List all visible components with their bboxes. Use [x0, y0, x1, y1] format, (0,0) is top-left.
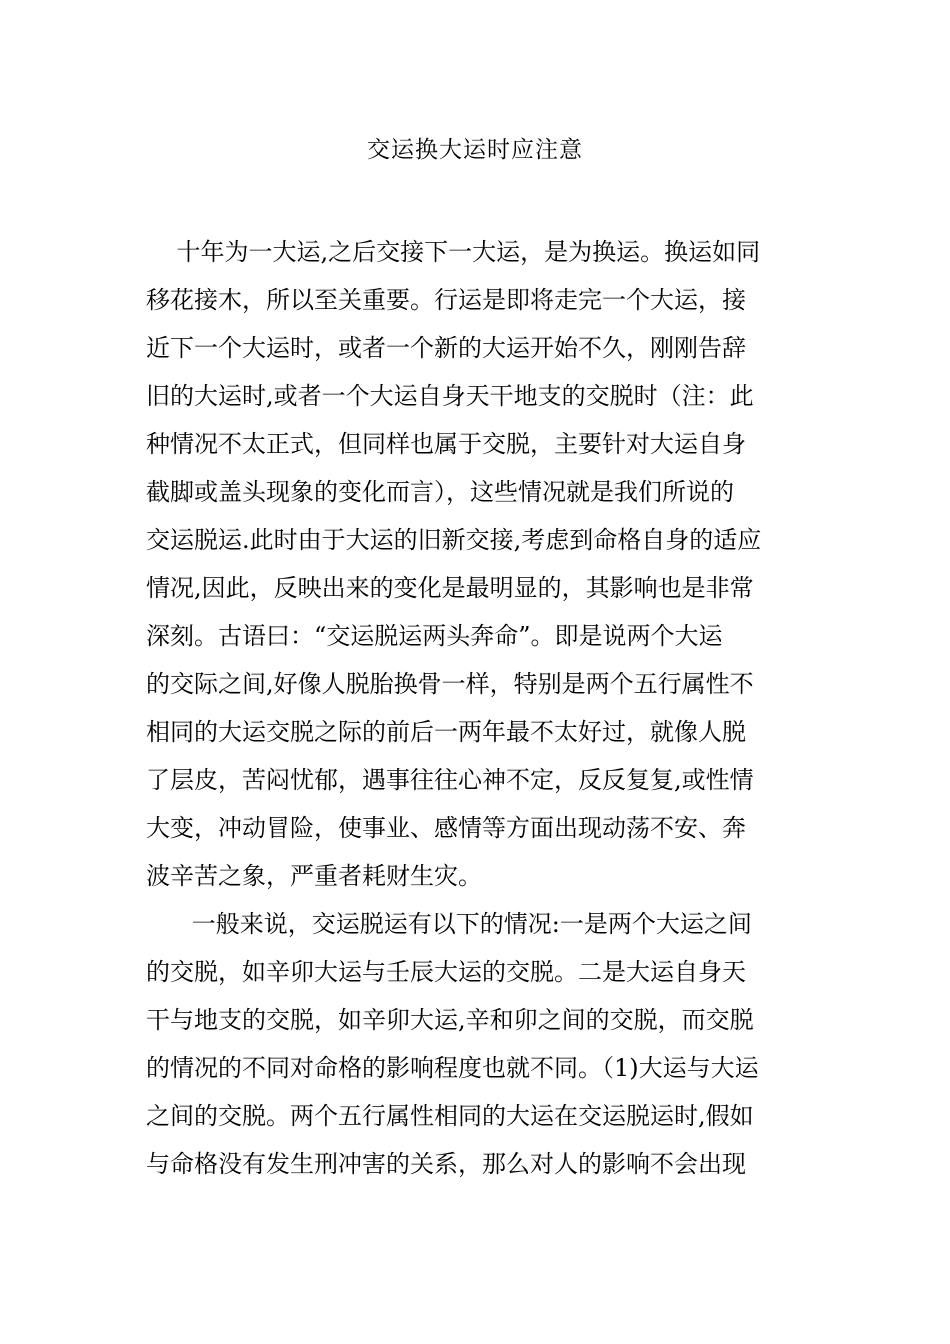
- text-line: 十年为一大运,之后交接下一大运，是为换运。换运如同: [146, 238, 761, 266]
- text-line: 的交脱，如辛卯大运与壬辰大运的交脱。二是大运自身天: [146, 958, 746, 986]
- text-line: 深刻。古语曰：“交运脱运两头奔命”。即是说两个大运: [146, 622, 723, 650]
- text-line: 旧的大运时,或者一个大运自身天干地支的交脱时（注：此: [146, 382, 754, 410]
- text-line: 移花接木，所以至关重要。行运是即将走完一个大运，接: [146, 286, 746, 314]
- text-line: 相同的大运交脱之际的前后一两年最不太好过，就像人脱: [146, 718, 746, 746]
- text-line: 截脚或盖头现象的变化而言），这些情况就是我们所说的: [146, 478, 734, 506]
- text-line: 近下一个大运时，或者一个新的大运开始不久，刚刚告辞: [146, 334, 746, 362]
- text-line: 与命格没有发生刑冲害的关系，那么对人的影响不会出现: [146, 1150, 746, 1178]
- text-line: 情况,因此，反映出来的变化是最明显的，其影响也是非常: [146, 574, 754, 602]
- text-line: 一般来说，交运脱运有以下的情况:一是两个大运之间: [146, 910, 752, 938]
- text-line: 干与地支的交脱，如辛卯大运,辛和卯之间的交脱，而交脱: [146, 1006, 754, 1034]
- text-line: 种情况不太正式，但同样也属于交脱，主要针对大运自身: [146, 430, 746, 458]
- text-line: 了层皮，苦闷忧郁，遇事往往心神不定，反反复复,或性情: [146, 766, 754, 794]
- text-line: 的情况的不同对命格的影响程度也就不同。（1)大运与大运: [146, 1054, 759, 1082]
- document-title: 交运换大运时应注意: [367, 137, 583, 163]
- text-line: 的交际之间,好像人脱胎换骨一样，特别是两个五行属性不: [146, 670, 754, 698]
- text-line: 之间的交脱。两个五行属性相同的大运在交运脱运时,假如: [146, 1102, 754, 1130]
- text-line: 交运脱运.此时由于大运的旧新交接,考虑到命格自身的适应: [146, 526, 762, 554]
- text-line: 大变，冲动冒险，使事业、感情等方面出现动荡不安、奔: [146, 814, 746, 842]
- document-body: [146, 228, 806, 1188]
- text-line: 波辛苦之象，严重者耗财生灾。: [146, 862, 482, 890]
